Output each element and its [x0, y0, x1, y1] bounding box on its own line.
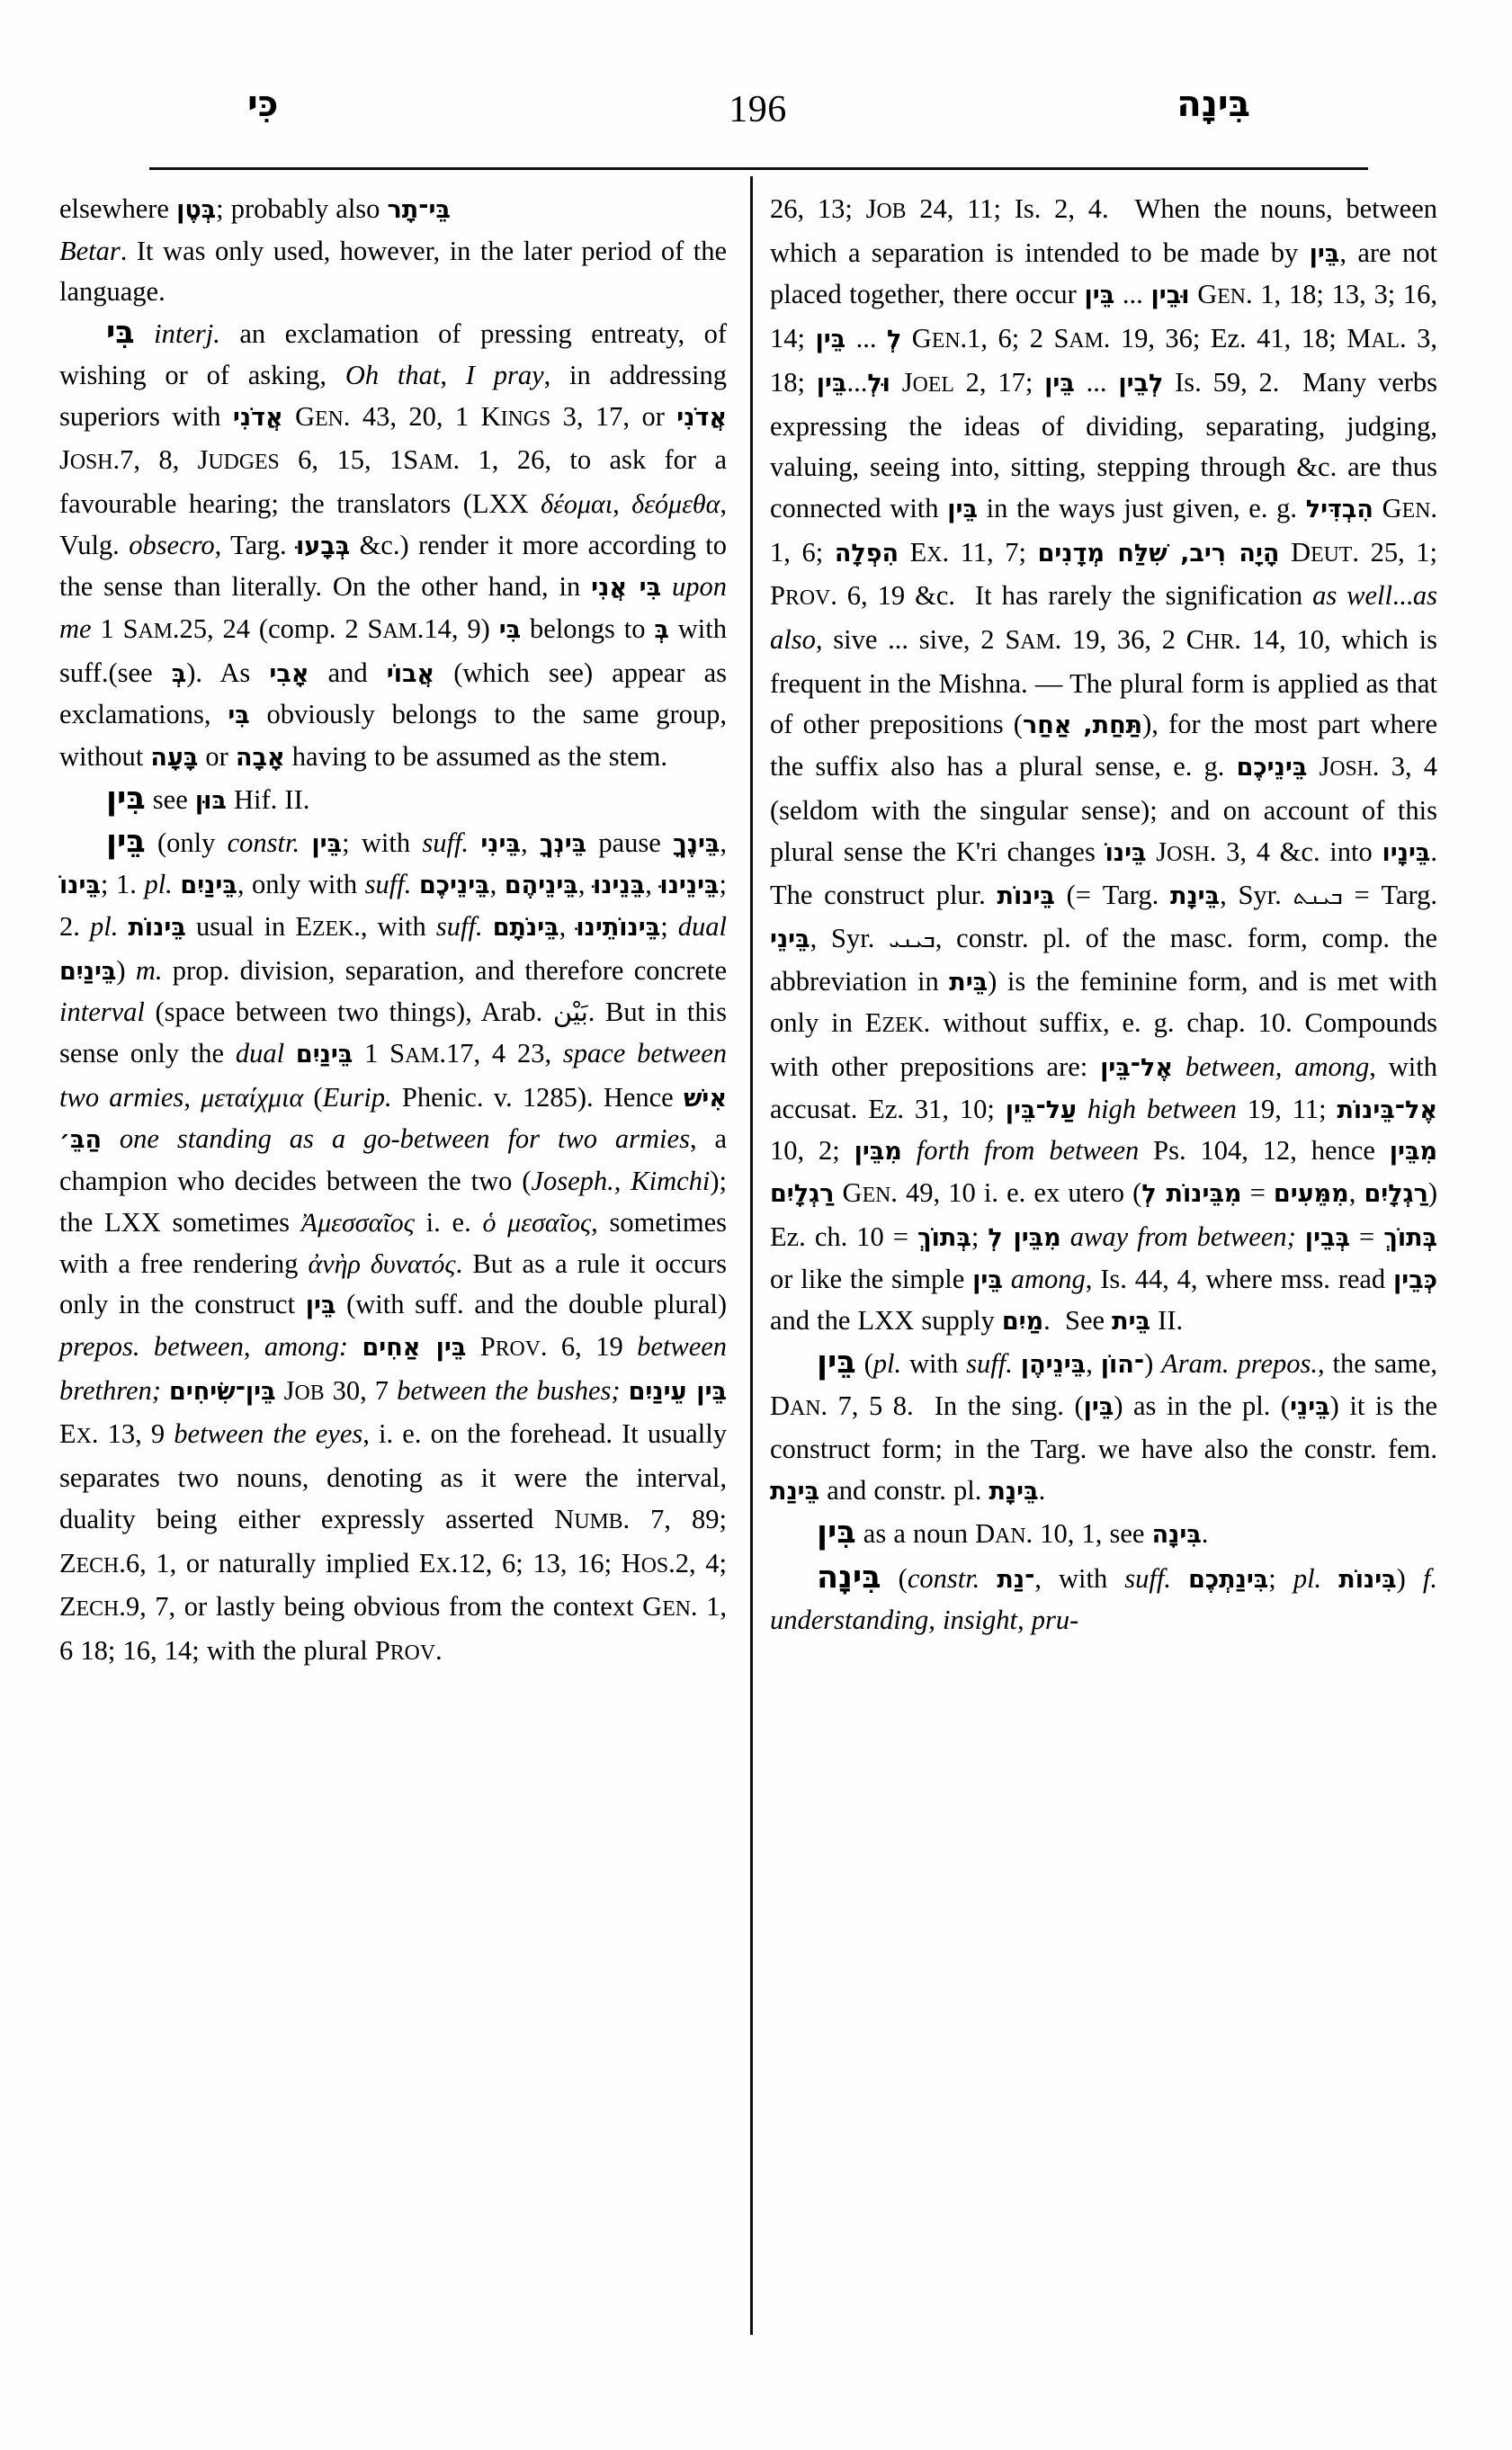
hebrew-word: לְ — [886, 326, 902, 354]
headword-hebrew: בֵּין — [817, 1344, 856, 1381]
hebrew-word: לְבֵין — [1118, 369, 1164, 398]
hebrew-word: בְּ — [171, 659, 187, 688]
hebrew-word: אֶל־בֵּין — [1100, 1054, 1173, 1083]
dictionary-entry-bi: בִּי interj. an exclamation of pressing entreaty, of wishing or of asking, Oh that, I pray, in addressing superiors with אֲדֹנִי GEN. 43, 20, 1 KINGS 3, 17, or אֲדֹנִי JOSH.7, 8, JUDGES 6, 15, 1SAM. 1, 26, to ask for a favourable hearing; the translators (LXX δέομαι, δεόμεθα, Vulg. obsecro, Targ. בְּבָעוּ &c.) render it more according to the sense than literally. On the other hand, in בִּי אֲנִי upon me 1 SAM.25, 24 (comp. 2 SAM.14, 9) בִּי belongs to בְּ with suff.(see בְּ). As אָבִי and אֲבוֹי (which see) appear as exclamations, בִּי obviously belongs to the same group, without בָּעָה or אָבָה having to be assumed as the stem. — [59, 315, 728, 773]
hebrew-word: בֵּנֵינוּ — [593, 872, 646, 900]
hebrew-word: מִבֵּינוֹת לְ — [1141, 1180, 1242, 1209]
hebrew-word: בֵּין אַחִים — [362, 1333, 467, 1362]
page-number: 196 — [729, 89, 787, 130]
hebrew-word: הִבְדִּיל — [1305, 495, 1373, 523]
hebrew-word: בֵּין — [947, 495, 978, 523]
hebrew-word: מִבֵּין — [854, 1138, 902, 1167]
hebrew-word: בְּבָעוּ — [296, 532, 351, 560]
hebrew-word: ־נַת — [997, 1565, 1035, 1594]
hebrew-word: בֵּינוֹ — [59, 872, 101, 900]
hebrew-word: בִּינַתְכֶם — [1188, 1565, 1269, 1594]
headword-hebrew: בִּינָה — [817, 1559, 881, 1596]
syriac-word: ܒܝܢܬ — [1293, 883, 1343, 911]
hebrew-word: בֵּינוֹתֵינוּ — [576, 913, 661, 942]
hebrew-word: בְּתוֹךְ — [917, 1223, 971, 1252]
hebrew-word: בֵּית — [949, 968, 989, 997]
hebrew-word: בֵּינָת — [989, 1478, 1039, 1507]
hebrew-word: בֵּינֹתָם — [492, 913, 559, 942]
hebrew-word: וּלְ — [867, 369, 890, 398]
hebrew-word: אָבָה — [235, 744, 285, 773]
hebrew-word: בֵּין — [1309, 239, 1340, 268]
headword-hebrew: בֵּין — [106, 823, 146, 860]
hebrew-word: רַגְלָיִם — [1364, 1180, 1428, 1209]
hebrew-word: בֵּינָיו — [1382, 838, 1431, 867]
hebrew-word: בְּ — [654, 616, 669, 645]
hebrew-word: בֵּין עֵינַיִם — [628, 1377, 727, 1406]
hebrew-word: בִּינָה — [1151, 1520, 1202, 1549]
hebrew-word: בֵּינֵיהֶם — [504, 872, 578, 900]
hebrew-word: בְּטֶן — [176, 196, 217, 224]
dictionary-entry-bin-noun: בִּין as a noun DAN. 10, 1, see בִּינָה. — [817, 1514, 1209, 1551]
hebrew-word: בִּי — [498, 616, 522, 645]
hebrew-word: בֵּינֵיכֶם — [418, 872, 490, 900]
hebrew-word: בֵּינוֹת — [128, 913, 186, 942]
running-head-right-hebrew: בִּינָה — [1176, 84, 1250, 125]
hebrew-word: אֲבוֹי — [386, 659, 435, 688]
hebrew-word: כְּבֵין — [1393, 1265, 1438, 1294]
hebrew-word: בְּתוֹךְ — [1383, 1223, 1437, 1252]
hebrew-word: בֵּינַת — [770, 1478, 820, 1507]
running-head — [148, 86, 1367, 151]
hebrew-word: בֵּינֵיהֶן — [1020, 1350, 1087, 1379]
hebrew-word: בִּי — [228, 702, 250, 730]
hebrew-word: מִבֵּין רַגְלָיִם — [770, 1138, 1437, 1209]
left-column — [59, 189, 727, 1675]
hebrew-word: מִמֵּעִים — [1273, 1180, 1349, 1209]
hebrew-word: בֵּין — [311, 829, 343, 858]
paragraph-continuation: 26, 13; JOB 24, 11; Is. 2, 4. When the nouns, between which a separation is intended to be made by בֵּין, are not placed together, there occur בֵּין ... וּבֵין GEN. 1, 18; 13, 3; 16, 14; בֵּין ... לְ GEN.1, 6; 2 SAM. 19, 36; Ez. 41, 18; MAL. 3, 18; בֵּין...וּלְ JOEL 2, 17; בֵּין ... לְבֵין Is. 59, 2. Many verbs expressing the ideas of dividing, separating, judging, valuing, seeing into, sitting, stepping through &c. are thus connected with בֵּין in the ways just given, e. g. הִבְדִּיל GEN. 1, 6; הִפְלָה EX. 11, 7; הָיָה רִיב, שִׁלַּח מְדָנִים DEUT. 25, 1; PROV. 6, 19 &c. It has rarely the signification as well...as also, sive ... sive, 2 SAM. 19, 36, 2 CHR. 14, 10, which is frequent in the Mishna. — The plural form is applied as that of other prepositions (תַּחַת, אַחַר), for the most part where the suffix also has a plural sense, e. g. בֵּינֵיכֶם JOSH. 3, 4 (seldom with the singular sense); and on account of this plural sense the K'ri changes בֵּינוֹ JOSH. 3, 4 &c. into בֵּינָיו. The construct plur. בֵּינוֹת (= Targ. בֵּינָת, Syr. ܒܝܢܬ = Targ. בֵּינֵי, Syr. ܒܝܢܝ, constr. pl. of the masc. form, comp. the abbreviation in בֵּית) is the feminine form, and is met with only in EZEK. without suffix, e. g. chap. 10. Compounds with other prepositions are: אֶל־בֵּין between, among, with accusat. Ez. 31, 10; עַל־בֵּין high between 19, 11; אֶל־בֵּינוֹת 10, 2; מִבֵּין forth from between Ps. 104, 12, hence מִבֵּין רַגְלָיִם GEN. 49, 10 i. e. ex utero (מִבֵּינוֹת לְ = מִמֵּעִים, רַגְלָיִם) Ez. ch. 10 = בְּתוֹךְ; מִבֵּין לְ away from between; בְּבֵין = בְּתוֹךְ or like the simple בֵּין among, Is. 44, 4, where mss. read כְּבֵין and the LXX supply מַיִם. See בֵּית II. — [770, 193, 1438, 1337]
hebrew-word: בֵּין — [972, 1265, 1003, 1294]
hebrew-word: בֵּינַיִם — [295, 1041, 353, 1069]
hebrew-word: בֵּין — [816, 369, 847, 398]
hebrew-word: בֵּין — [1044, 369, 1075, 398]
header-rule — [149, 167, 1368, 170]
hebrew-word: בֵּינְךָ — [539, 829, 587, 858]
hebrew-word: בֵּינֶךָ — [673, 829, 720, 858]
hebrew-word: בֵּינוֹת — [997, 882, 1055, 911]
hebrew-word: אֲדֹנִי — [676, 403, 728, 432]
hebrew-word: וּבֵין — [1150, 282, 1190, 310]
dictionary-entry-ben: בֵּין (only constr. בֵּין; with suff. בֵּינִי, בֵּינְךָ pause בֵּינֶךָ, בֵּינוֹ; 1. pl. בֵּינַיִם, only with suff. בֵּינֵיכֶם, בֵּינֵיהֶם, בֵּנֵינוּ, בֵּינֵינוּ; 2. pl. בֵּינוֹת usual in EZEK., with suff. בֵּינֹתָם, בֵּינוֹתֵינוּ; dual בֵּינַיִם) m. prop. division, separation, and therefore concrete interval (space between two things), Arab. بَيْن. But in this sense only the dual בֵּינַיִם 1 SAM.17, 4 23, space between two armies, μεταίχμια (Eurip. Phenic. v. 1285). Hence אִישׁ הַבֵּ׳ one standing as a go-between for two armies, a champion who decides between the two (Joseph., Kimchi); the LXX sometimes Ἀμεσσαῖος i. e. ὁ μεσαῖος, sometimes with a free rendering ἀνὴρ δυνατός. But as a rule it occurs only in the construct בֵּין (with suff. and the double plural) prepos. between, among: בֵּין אַחִים PROV. 6, 19 between brethren; בֵּין־שִׂיחִים JOB 30, 7 between the bushes; בֵּין עֵינַיִם EX. 13, 9 between the eyes, i. e. on the forehead. It usually separates two nouns, denoting as it were the interval, duality being either expressly asserted NUMB. 7, 89; ZECH.6, 1, or naturally implied EX.12, 6; 13, 16; HOS.2, 4; ZECH.9, 7, or lastly being obvious from the context GEN. 1, 6 18; 16, 14; with the plural PROV. — [59, 823, 728, 1666]
hebrew-word: בֵּין — [1084, 282, 1115, 310]
hebrew-word: בֵּין — [815, 326, 846, 354]
hebrew-word: אָבִי — [269, 659, 309, 688]
hebrew-word: בֵּית — [1112, 1308, 1151, 1337]
hebrew-word: בּוּן — [194, 786, 227, 815]
hebrew-word: מִבֵּין לְ — [988, 1223, 1061, 1252]
hebrew-word: בֵּין — [305, 1292, 336, 1320]
hebrew-word: בֵּינַיִם — [180, 872, 237, 900]
hebrew-word: עַל־בֵּין — [1005, 1095, 1077, 1124]
hebrew-word: בֵּינִי — [480, 829, 521, 858]
dictionary-entry-bin-see: בִּין see בּוּן Hif. II. — [106, 780, 310, 817]
dictionary-entry-ben-aram: בֵּין (pl. with suff. בֵּינֵיהֶן, ־הוֹן) Aram. prepos., the same, DAN. 7, 5 8. In the sing. (בֵּין) as in the pl. (בֵּינֵי) it is the construct form; in the Targ. we have also the constr. fem. בֵּינַת and constr. pl. בֵּינָת. — [770, 1344, 1437, 1507]
headword-hebrew: בִּי — [106, 315, 135, 352]
hebrew-word: אֲדֹנִי — [232, 403, 283, 432]
hebrew-word: בְּבֵין — [1304, 1223, 1350, 1252]
column-divider — [750, 176, 753, 2335]
hebrew-word: אֶל־בֵּינוֹת — [1337, 1095, 1437, 1124]
headword-hebrew: בִּין — [106, 780, 146, 817]
running-head-left-hebrew: כִּי — [247, 84, 279, 125]
hebrew-word: בָּעָה — [150, 744, 199, 773]
dictionary-entry-binah: בִּינָה (constr. ־נַת, with suff. בִּינַתְכֶם; pl. בִּינוֹת) f. understanding, insight, pru- — [770, 1559, 1437, 1636]
hebrew-word: מַיִם — [1001, 1308, 1044, 1337]
paragraph-continuation: elsewhere בְּטֶן; probably also בֵּי־תָר Betar. It was only used, however, in the later period of the language. — [59, 193, 727, 308]
hebrew-word: הִפְלָה — [834, 539, 899, 568]
hebrew-word: בֵּינַיִם — [59, 957, 117, 986]
hebrew-word: בֵּין־שִׂיחִים — [168, 1377, 276, 1406]
arabic-word: بَيْن — [552, 997, 588, 1028]
hebrew-word: הָיָה רִיב, שִׁלַּח מְדָנִים — [1037, 539, 1280, 568]
hebrew-word: בֵּי־תָר — [387, 196, 451, 224]
headword-hebrew: בִּין — [817, 1514, 856, 1551]
hebrew-word: בֵּינֵיכֶם — [1236, 754, 1308, 782]
hebrew-word: ־הוֹן — [1100, 1350, 1145, 1379]
hebrew-word: בֵּינָת — [1170, 882, 1221, 911]
syriac-word: ܒܝܢܝ — [889, 925, 935, 953]
hebrew-word: אִישׁ הַבֵּ׳ — [59, 1084, 728, 1155]
hebrew-word: תַּחַת, אַחַר — [1022, 711, 1143, 740]
hebrew-word: בֵּינֵינוּ — [659, 872, 720, 900]
hebrew-word: בִּינוֹת — [1338, 1565, 1397, 1594]
right-column — [770, 189, 1437, 1641]
hebrew-word: בֵּינוֹ — [1105, 838, 1147, 867]
hebrew-word: בִּי אֲנִי — [591, 574, 662, 603]
hebrew-word: בֵּין — [1083, 1392, 1114, 1421]
hebrew-word: בֵּינֵי — [770, 925, 810, 953]
hebrew-word: בֵּינֵי — [1290, 1392, 1330, 1421]
